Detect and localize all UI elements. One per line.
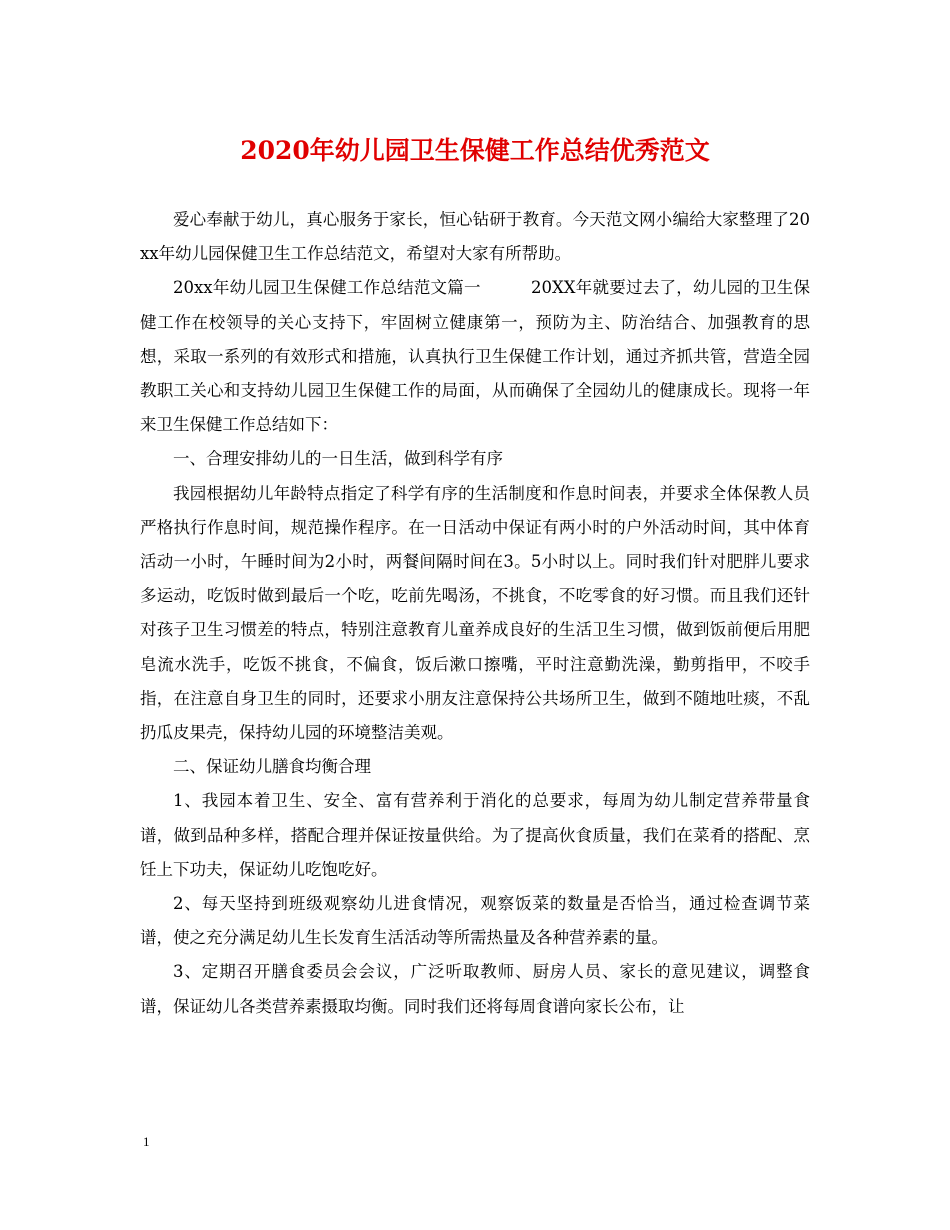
section-heading-2: 二、保证幼儿膳食均衡合理 bbox=[173, 757, 371, 777]
paragraph-daily-schedule: 我园根据幼儿年龄特点指定了科学有序的生活制度和作息时间表，并要求全体保教人员严格执行作息时间，规范操作程序。在一日活动中保证有两小时的户外活动时间，其中体育活动一小时，午睡时间为2小时，两餐间隔时间在3。5小时以上。同时我们针对肥胖儿要求多运动，吃饭时做到最后一个吃，吃前先喝汤，不挑食，不吃零食的好习惯。而且我们还针对孩子卫生习惯差的特点，特别注意教育儿童养成良好的生活卫生习惯，做到饭前便后用肥皂流水洗手，吃饭不挑食，不偏食，饭后漱口擦嘴，平时注意勤洗澡，勤剪指甲，不咬手指，在注意自身卫生的同时，还要求小朋友注意保持公共场所卫生，做到不随地吐痰，不乱扔瓜皮果壳，保持幼儿园的环境整洁美观。 bbox=[140, 483, 810, 743]
page-number: 1 bbox=[143, 1134, 150, 1149]
section-heading-1: 一、合理安排幼儿的一日生活，做到科学有序 bbox=[173, 449, 503, 469]
document-title: 2020年幼儿园卫生保健工作总结优秀范文 bbox=[240, 136, 710, 165]
document-body bbox=[140, 203, 810, 1024]
paragraph-diet-3: 3、定期召开膳食委员会会议，广泛听取教师、厨房人员、家长的意见建议，调整食谱，保证幼儿各类营养素摄取均衡。同时我们还将每周食谱向家长公布，让 bbox=[140, 962, 810, 1016]
paragraph-diet-1: 1、我园本着卫生、安全、富有营养利于消化的总要求，每周为幼儿制定营养带量食谱，做到品种多样，搭配合理并保证按量供给。为了提高伙食质量，我们在菜肴的搭配、烹饪上下功夫，保证幼儿吃饱吃好。 bbox=[140, 791, 810, 879]
paragraph-intro: 爱心奉献于幼儿，真心服务于家长，恒心钻研于教育。今天范文网小编给大家整理了20xx年幼儿园保健卫生工作总结范文，希望对大家有所帮助。 bbox=[140, 210, 810, 264]
paragraph-diet-2: 2、每天坚持到班级观察幼儿进食情况，观察饭菜的数量是否恰当，通过检查调节菜谱，使之充分满足幼儿生长发育生活活动等所需热量及各种营养素的量。 bbox=[140, 894, 810, 948]
paragraph-summary-opening: 20xx年幼儿园卫生保健工作总结范文篇一 20XX年就要过去了，幼儿园的卫生保健工作在校领导的关心支持下，牢固树立健康第一，预防为主、防治结合、加强教育的思想，采取一系列的有效形式和措施，认真执行卫生保健工作计划，通过齐抓共管，营造全园教职工关心和支持幼儿园卫生保健工作的局面，从而确保了全园幼儿的健康成长。现将一年来卫生保健工作总结如下： bbox=[140, 278, 810, 435]
